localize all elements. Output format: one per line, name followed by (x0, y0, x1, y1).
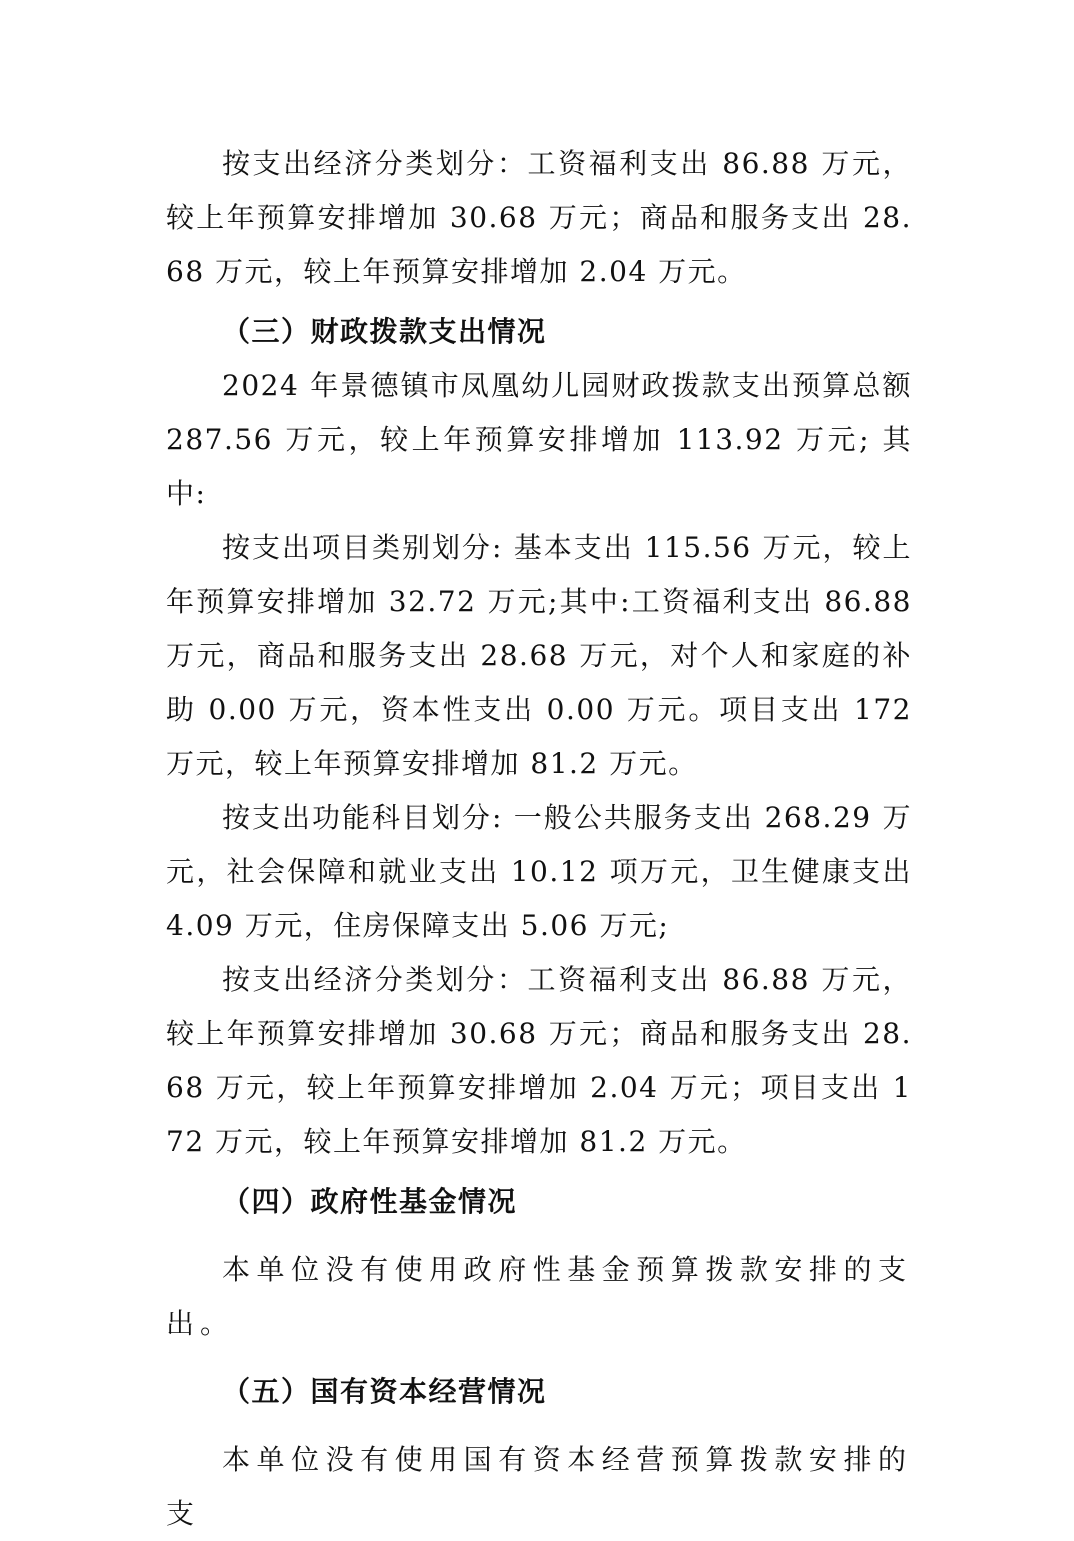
paragraph-fiscal-total: 2024 年景德镇市凤凰幼儿园财政拨款支出预算总额 287.56 万元，较上年预算安排增加 113.92 万元; 其中: (166, 369, 912, 510)
paragraph-economic-classification-2: 按支出经济分类划分：工资福利支出 86.88 万元，较上年预算安排增加 30.68 万元；商品和服务支出 28.68 万元，较上年预算安排增加 2.04 万元；项目支出 172 万元，较上年预算安排增加 81.2 万元。 (166, 963, 912, 1158)
paragraph-state-capital: 本单位没有使用国有资本经营预算拨款安排的支 (166, 1443, 912, 1530)
paragraph-project-category: 按支出项目类别划分: 基本支出 115.56 万元，较上年预算安排增加 32.72 万元;其中:工资福利支出 86.88 万元，商品和服务支出 28.68 万元，对个人和家庭的补助 0.00 万元，资本性支出 0.00 万元。项目支出 172 万元，较上年预算安排增加 81.2 万元。 (166, 531, 912, 780)
document-body (166, 137, 912, 1541)
section-heading-fiscal-expenditure: （三）财政拨款支出情况 (222, 315, 547, 348)
paragraph-government-fund: 本单位没有使用政府性基金预算拨款安排的支出。 (166, 1253, 912, 1340)
section-heading-state-capital: （五）国有资本经营情况 (222, 1375, 547, 1408)
section-heading-government-fund: （四）政府性基金情况 (222, 1185, 518, 1218)
paragraph-functional-classification: 按支出功能科目划分: 一般公共服务支出 268.29 万元，社会保障和就业支出 10.12 项万元，卫生健康支出 4.09 万元，住房保障支出 5.06 万元; (166, 801, 912, 942)
paragraph-economic-classification: 按支出经济分类划分：工资福利支出 86.88 万元，较上年预算安排增加 30.68 万元；商品和服务支出 28.68 万元，较上年预算安排增加 2.04 万元。 (166, 147, 912, 288)
